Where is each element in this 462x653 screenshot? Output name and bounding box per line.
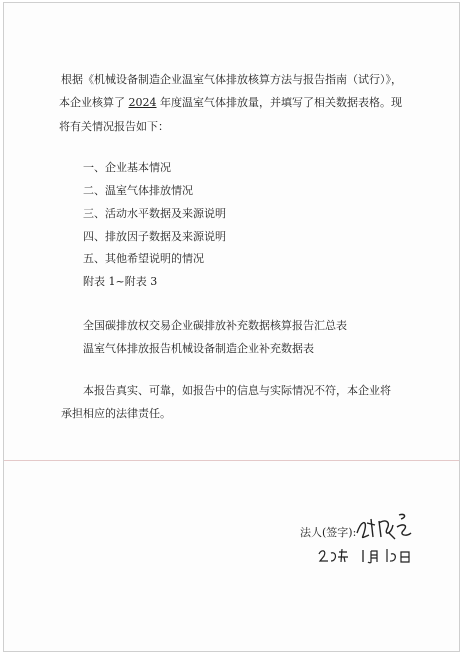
document-page [3,2,460,652]
section-item: 四、排放因子数据及来源说明 [83,230,226,243]
section-item: 三、活动水平数据及来源说明 [83,207,226,220]
declaration-line-1: 本报告真实、可靠，如报告中的信息与实际情况不符，本企业将 [83,384,391,397]
signature-label: 法人(签字): [300,526,357,539]
table-title: 温室气体排放报告机械设备制造企业补充数据表 [83,342,314,355]
report-year: 2024 [128,96,157,109]
appendix-label: 附表 1~附表 3 [83,275,158,288]
intro-line-2 [59,96,402,110]
intro-line-2-post: 年度温室气体排放量，并填写了相关数据表格。现 [156,96,402,109]
intro-line-3: 将有关情况报告如下： [59,120,169,133]
section-item: 一、企业基本情况 [83,161,171,174]
intro-line-2-pre: 本企业核算了 [59,96,129,109]
handwritten-date [317,546,413,566]
section-item: 五、其他希望说明的情况 [83,252,204,265]
handwritten-signature [353,511,415,543]
intro-line-1: 根据《机械设备制造企业温室气体排放核算方法与报告指南（试行）》， [61,73,402,86]
section-item: 二、温室气体排放情况 [83,184,193,197]
declaration-line-2: 承担相应的法律责任。 [61,407,171,420]
table-title: 全国碳排放权交易企业碳排放补充数据核算报告汇总表 [83,319,347,332]
page-divider [4,460,459,461]
